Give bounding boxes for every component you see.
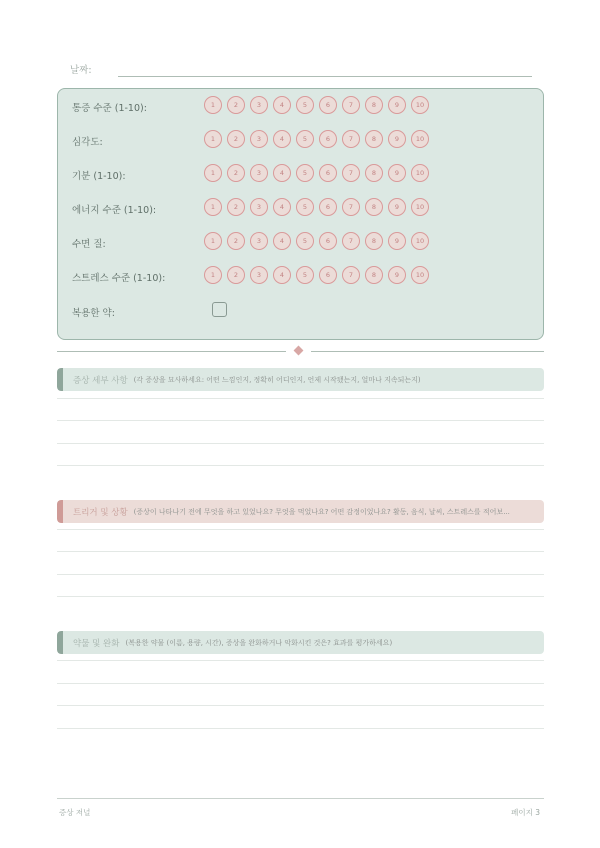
- rating-option-circle[interactable]: 6: [319, 232, 337, 250]
- rating-option-circle[interactable]: 5: [296, 198, 314, 216]
- writing-line[interactable]: [57, 660, 544, 661]
- footer-title: 증상 저널: [59, 808, 91, 817]
- rating-option-circle[interactable]: 8: [365, 198, 383, 216]
- rating-option-circle[interactable]: 1: [204, 164, 222, 182]
- date-label: 날짜:: [70, 65, 92, 76]
- rating-option-circle[interactable]: 6: [319, 266, 337, 284]
- rating-option-circle[interactable]: 5: [296, 164, 314, 182]
- rating-option-circle[interactable]: 7: [342, 96, 360, 114]
- date-row: [70, 62, 532, 78]
- rating-label: 통증 수준 (1-10):: [72, 103, 147, 114]
- rating-option-circle[interactable]: 10: [411, 96, 429, 114]
- rating-option-circle[interactable]: 2: [227, 198, 245, 216]
- rating-option-circle[interactable]: 4: [273, 164, 291, 182]
- rating-option-circle[interactable]: 8: [365, 232, 383, 250]
- rating-option-circle[interactable]: 3: [250, 198, 268, 216]
- rating-option-circle[interactable]: 3: [250, 130, 268, 148]
- section-description: (복용한 약물 (이름, 용량, 시간), 증상을 완화하거나 악화시킨 것은? 효과를 평가하세요): [125, 638, 393, 647]
- rating-row-mood: [72, 164, 532, 186]
- rating-option-circle[interactable]: 2: [227, 130, 245, 148]
- rating-option-circle[interactable]: 2: [227, 164, 245, 182]
- rating-option-circle[interactable]: 7: [342, 232, 360, 250]
- rating-option-circle[interactable]: 8: [365, 130, 383, 148]
- rating-option-circle[interactable]: 8: [365, 164, 383, 182]
- rating-row-stress: [72, 266, 532, 288]
- rating-option-circle[interactable]: 9: [388, 130, 406, 148]
- rating-option-circle[interactable]: 3: [250, 96, 268, 114]
- section-accent-bar: [57, 631, 63, 654]
- section-accent-bar: [57, 368, 63, 391]
- rating-option-circle[interactable]: 2: [227, 232, 245, 250]
- rating-option-circle[interactable]: 6: [319, 130, 337, 148]
- rating-option-circle[interactable]: 2: [227, 266, 245, 284]
- rating-scale: [204, 164, 429, 182]
- rating-option-circle[interactable]: 1: [204, 232, 222, 250]
- rating-label: 기분 (1-10):: [72, 171, 126, 182]
- rating-option-circle[interactable]: 9: [388, 266, 406, 284]
- rating-option-circle[interactable]: 5: [296, 130, 314, 148]
- rating-option-circle[interactable]: 10: [411, 266, 429, 284]
- rating-option-circle[interactable]: 8: [365, 266, 383, 284]
- rating-option-circle[interactable]: 6: [319, 164, 337, 182]
- writing-line[interactable]: [57, 529, 544, 530]
- divider-line: [311, 351, 544, 352]
- writing-line[interactable]: [57, 443, 544, 444]
- section-title: 증상 세부 사항: [73, 375, 128, 386]
- date-input-line[interactable]: [118, 76, 532, 77]
- rating-label: 심각도:: [72, 137, 103, 148]
- writing-line[interactable]: [57, 683, 544, 684]
- rating-label: 수면 질:: [72, 239, 106, 250]
- rating-option-circle[interactable]: 10: [411, 130, 429, 148]
- section-title: 트리거 및 상황: [73, 507, 128, 518]
- rating-scale: [204, 266, 429, 284]
- ornament-divider: [57, 345, 544, 357]
- writing-line[interactable]: [57, 705, 544, 706]
- rating-option-circle[interactable]: 5: [296, 266, 314, 284]
- writing-line[interactable]: [57, 728, 544, 729]
- rating-option-circle[interactable]: 9: [388, 198, 406, 216]
- rating-option-circle[interactable]: 2: [227, 96, 245, 114]
- rating-option-circle[interactable]: 4: [273, 96, 291, 114]
- writing-line[interactable]: [57, 574, 544, 575]
- section-description: (증상이 나타나기 전에 무엇을 하고 있었나요? 무엇을 먹었나요? 어떤 감정이었나요? 활동, 음식, 날씨, 스트레스를 적어보...: [133, 507, 510, 516]
- rating-option-circle[interactable]: 7: [342, 266, 360, 284]
- medication-label: 복용한 약:: [72, 308, 115, 319]
- rating-option-circle[interactable]: 6: [319, 198, 337, 216]
- section-header-triggers: [57, 500, 544, 523]
- diamond-icon: [294, 346, 304, 356]
- rating-option-circle[interactable]: 10: [411, 164, 429, 182]
- section-accent-bar: [57, 500, 63, 523]
- section-description: (각 증상을 묘사하세요: 어떤 느낌인지, 정확히 어디인지, 언제 시작됐는지, 얼마나 지속되는지): [133, 375, 421, 384]
- rating-scale: [204, 232, 429, 250]
- rating-row-energy: [72, 198, 532, 220]
- rating-option-circle[interactable]: 4: [273, 232, 291, 250]
- rating-option-circle[interactable]: 9: [388, 96, 406, 114]
- rating-option-circle[interactable]: 3: [250, 266, 268, 284]
- rating-option-circle[interactable]: 4: [273, 130, 291, 148]
- rating-option-circle[interactable]: 1: [204, 198, 222, 216]
- rating-option-circle[interactable]: 5: [296, 96, 314, 114]
- medication-checkbox[interactable]: [212, 302, 227, 317]
- writing-line[interactable]: [57, 551, 544, 552]
- rating-option-circle[interactable]: 10: [411, 232, 429, 250]
- rating-row-sleep: [72, 232, 532, 254]
- rating-option-circle[interactable]: 7: [342, 198, 360, 216]
- rating-option-circle[interactable]: 7: [342, 164, 360, 182]
- rating-option-circle[interactable]: 9: [388, 232, 406, 250]
- medication-row: [72, 301, 532, 323]
- section-title: 약물 및 완화: [73, 638, 120, 649]
- section-header-medication: [57, 631, 544, 654]
- footer-divider: [57, 798, 544, 799]
- writing-line[interactable]: [57, 465, 544, 466]
- rating-option-circle[interactable]: 10: [411, 198, 429, 216]
- rating-option-circle[interactable]: 9: [388, 164, 406, 182]
- rating-option-circle[interactable]: 3: [250, 232, 268, 250]
- rating-option-circle[interactable]: 4: [273, 266, 291, 284]
- rating-label: 스트레스 수준 (1-10):: [72, 273, 166, 284]
- section-header-symptom-details: [57, 368, 544, 391]
- rating-row-severity: [72, 130, 532, 152]
- rating-option-circle[interactable]: 1: [204, 266, 222, 284]
- rating-scale: [204, 96, 429, 114]
- writing-line[interactable]: [57, 398, 544, 399]
- divider-line: [57, 351, 286, 352]
- rating-label: 에너지 수준 (1-10):: [72, 205, 157, 216]
- rating-option-circle[interactable]: 3: [250, 164, 268, 182]
- writing-line[interactable]: [57, 420, 544, 421]
- rating-panel: [57, 88, 544, 340]
- rating-scale: [204, 130, 429, 148]
- page-number: 페이지 3: [511, 808, 540, 817]
- rating-scale: [204, 198, 429, 216]
- rating-option-circle[interactable]: 6: [319, 96, 337, 114]
- rating-option-circle[interactable]: 1: [204, 96, 222, 114]
- rating-option-circle[interactable]: 5: [296, 232, 314, 250]
- writing-line[interactable]: [57, 596, 544, 597]
- rating-option-circle[interactable]: 4: [273, 198, 291, 216]
- rating-option-circle[interactable]: 7: [342, 130, 360, 148]
- rating-row-pain: [72, 96, 532, 118]
- rating-option-circle[interactable]: 8: [365, 96, 383, 114]
- rating-option-circle[interactable]: 1: [204, 130, 222, 148]
